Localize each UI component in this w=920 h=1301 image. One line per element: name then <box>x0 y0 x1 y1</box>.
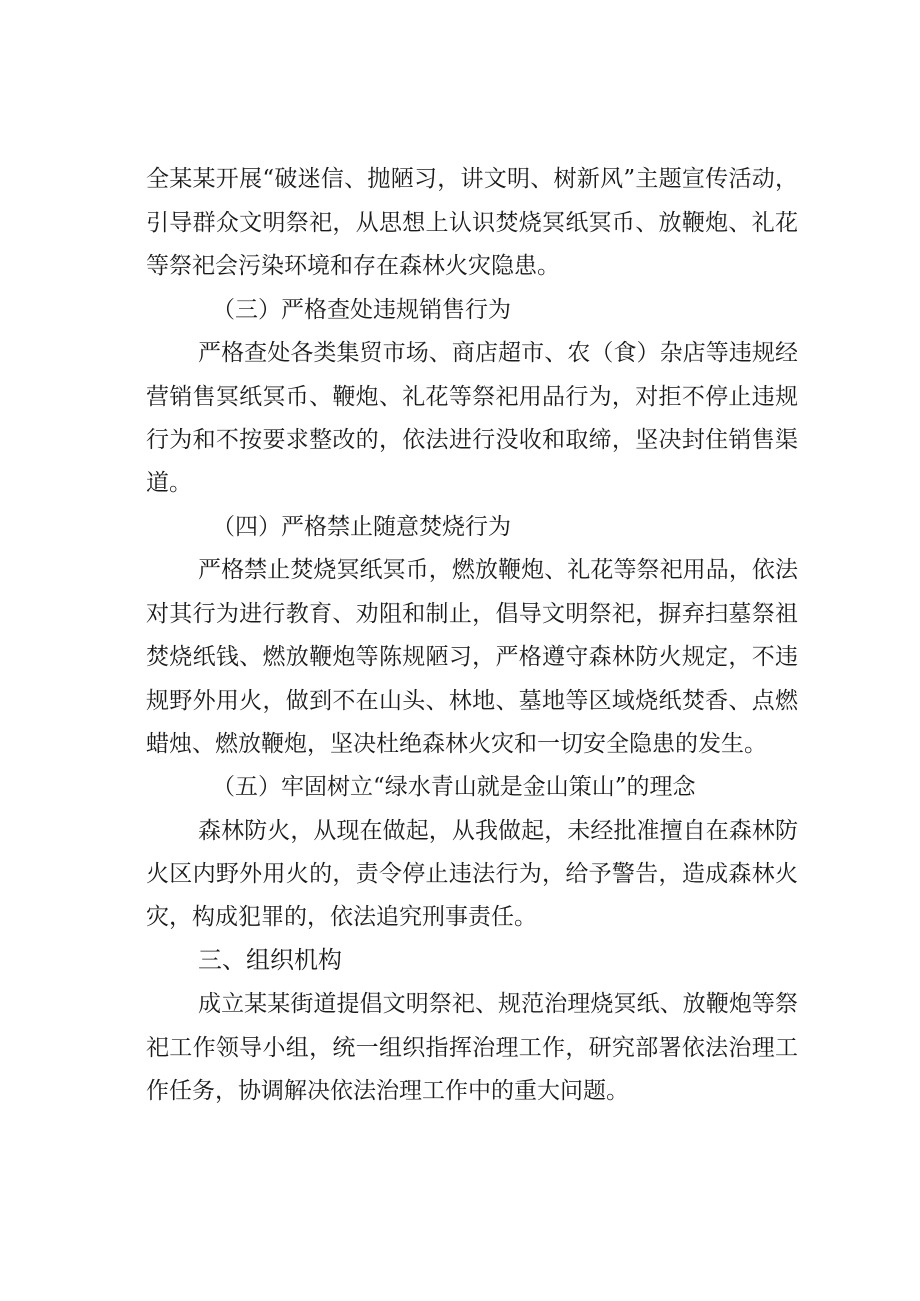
chapter-heading: 三、组织机构 <box>198 946 342 974</box>
para-line: 全某某开展“破迷信、抛陋习，讲文明、树新风”主题宣传活动， <box>146 166 798 192</box>
para-line: 引导群众文明祭祀，从思想上认识焚烧冥纸冥币、放鞭炮、礼花 <box>146 210 798 236</box>
para-line: 对其行为进行教育、劝阻和制止，倡导文明祭祀，摒弃扫墓祭祖 <box>146 601 798 627</box>
para-line: 灾，构成犯罪的，依法追究刑事责任。 <box>146 904 537 930</box>
section-heading-5: （五）牢固树立“绿水青山就是金山策山”的理念 <box>212 774 696 800</box>
para-line: 规野外用火，做到不在山头、林地、墓地等区域烧纸焚香、点燃 <box>146 688 798 714</box>
para-line: 火区内野外用火的，责令停止违法行为，给予警告，造成森林火 <box>146 861 798 887</box>
para-line: 严格查处各类集贸市场、商店超市、农（食）杂店等违规经 <box>198 340 798 366</box>
para-line: 森林防火，从现在做起，从我做起，未经批准擅自在森林防 <box>198 818 798 844</box>
para-line: 等祭祀会污染环境和存在森林火灾隐患。 <box>146 253 560 279</box>
section-heading-4: （四）严格禁止随意焚烧行为 <box>212 514 511 540</box>
section-heading-3: （三）严格查处违规销售行为 <box>212 297 511 323</box>
para-line: 道。 <box>146 470 192 496</box>
para-line: 成立某某街道提倡文明祭祀、规范治理烧冥纸、放鞭炮等祭 <box>198 991 798 1017</box>
para-line: 严格禁止焚烧冥纸冥币，燃放鞭炮、礼花等祭祀用品，依法 <box>198 557 798 583</box>
para-line: 营销售冥纸冥币、鞭炮、礼花等祭祀用品行为，对拒不停止违规 <box>146 384 798 410</box>
para-line: 行为和不按要求整改的，依法进行没收和取缔，坚决封住销售渠 <box>146 427 798 453</box>
para-line: 作任务，协调解决依法治理工作中的重大问题。 <box>146 1078 629 1104</box>
para-line: 焚烧纸钱、燃放鞭炮等陈规陋习，严格遵守森林防火规定，不违 <box>146 644 798 670</box>
para-line: 蜡烛、燃放鞭炮，坚决杜绝森林火灾和一切安全隐患的发生。 <box>146 731 767 757</box>
para-line: 祀工作领导小组，统一组织指挥治理工作，研究部署依法治理工 <box>146 1035 798 1061</box>
